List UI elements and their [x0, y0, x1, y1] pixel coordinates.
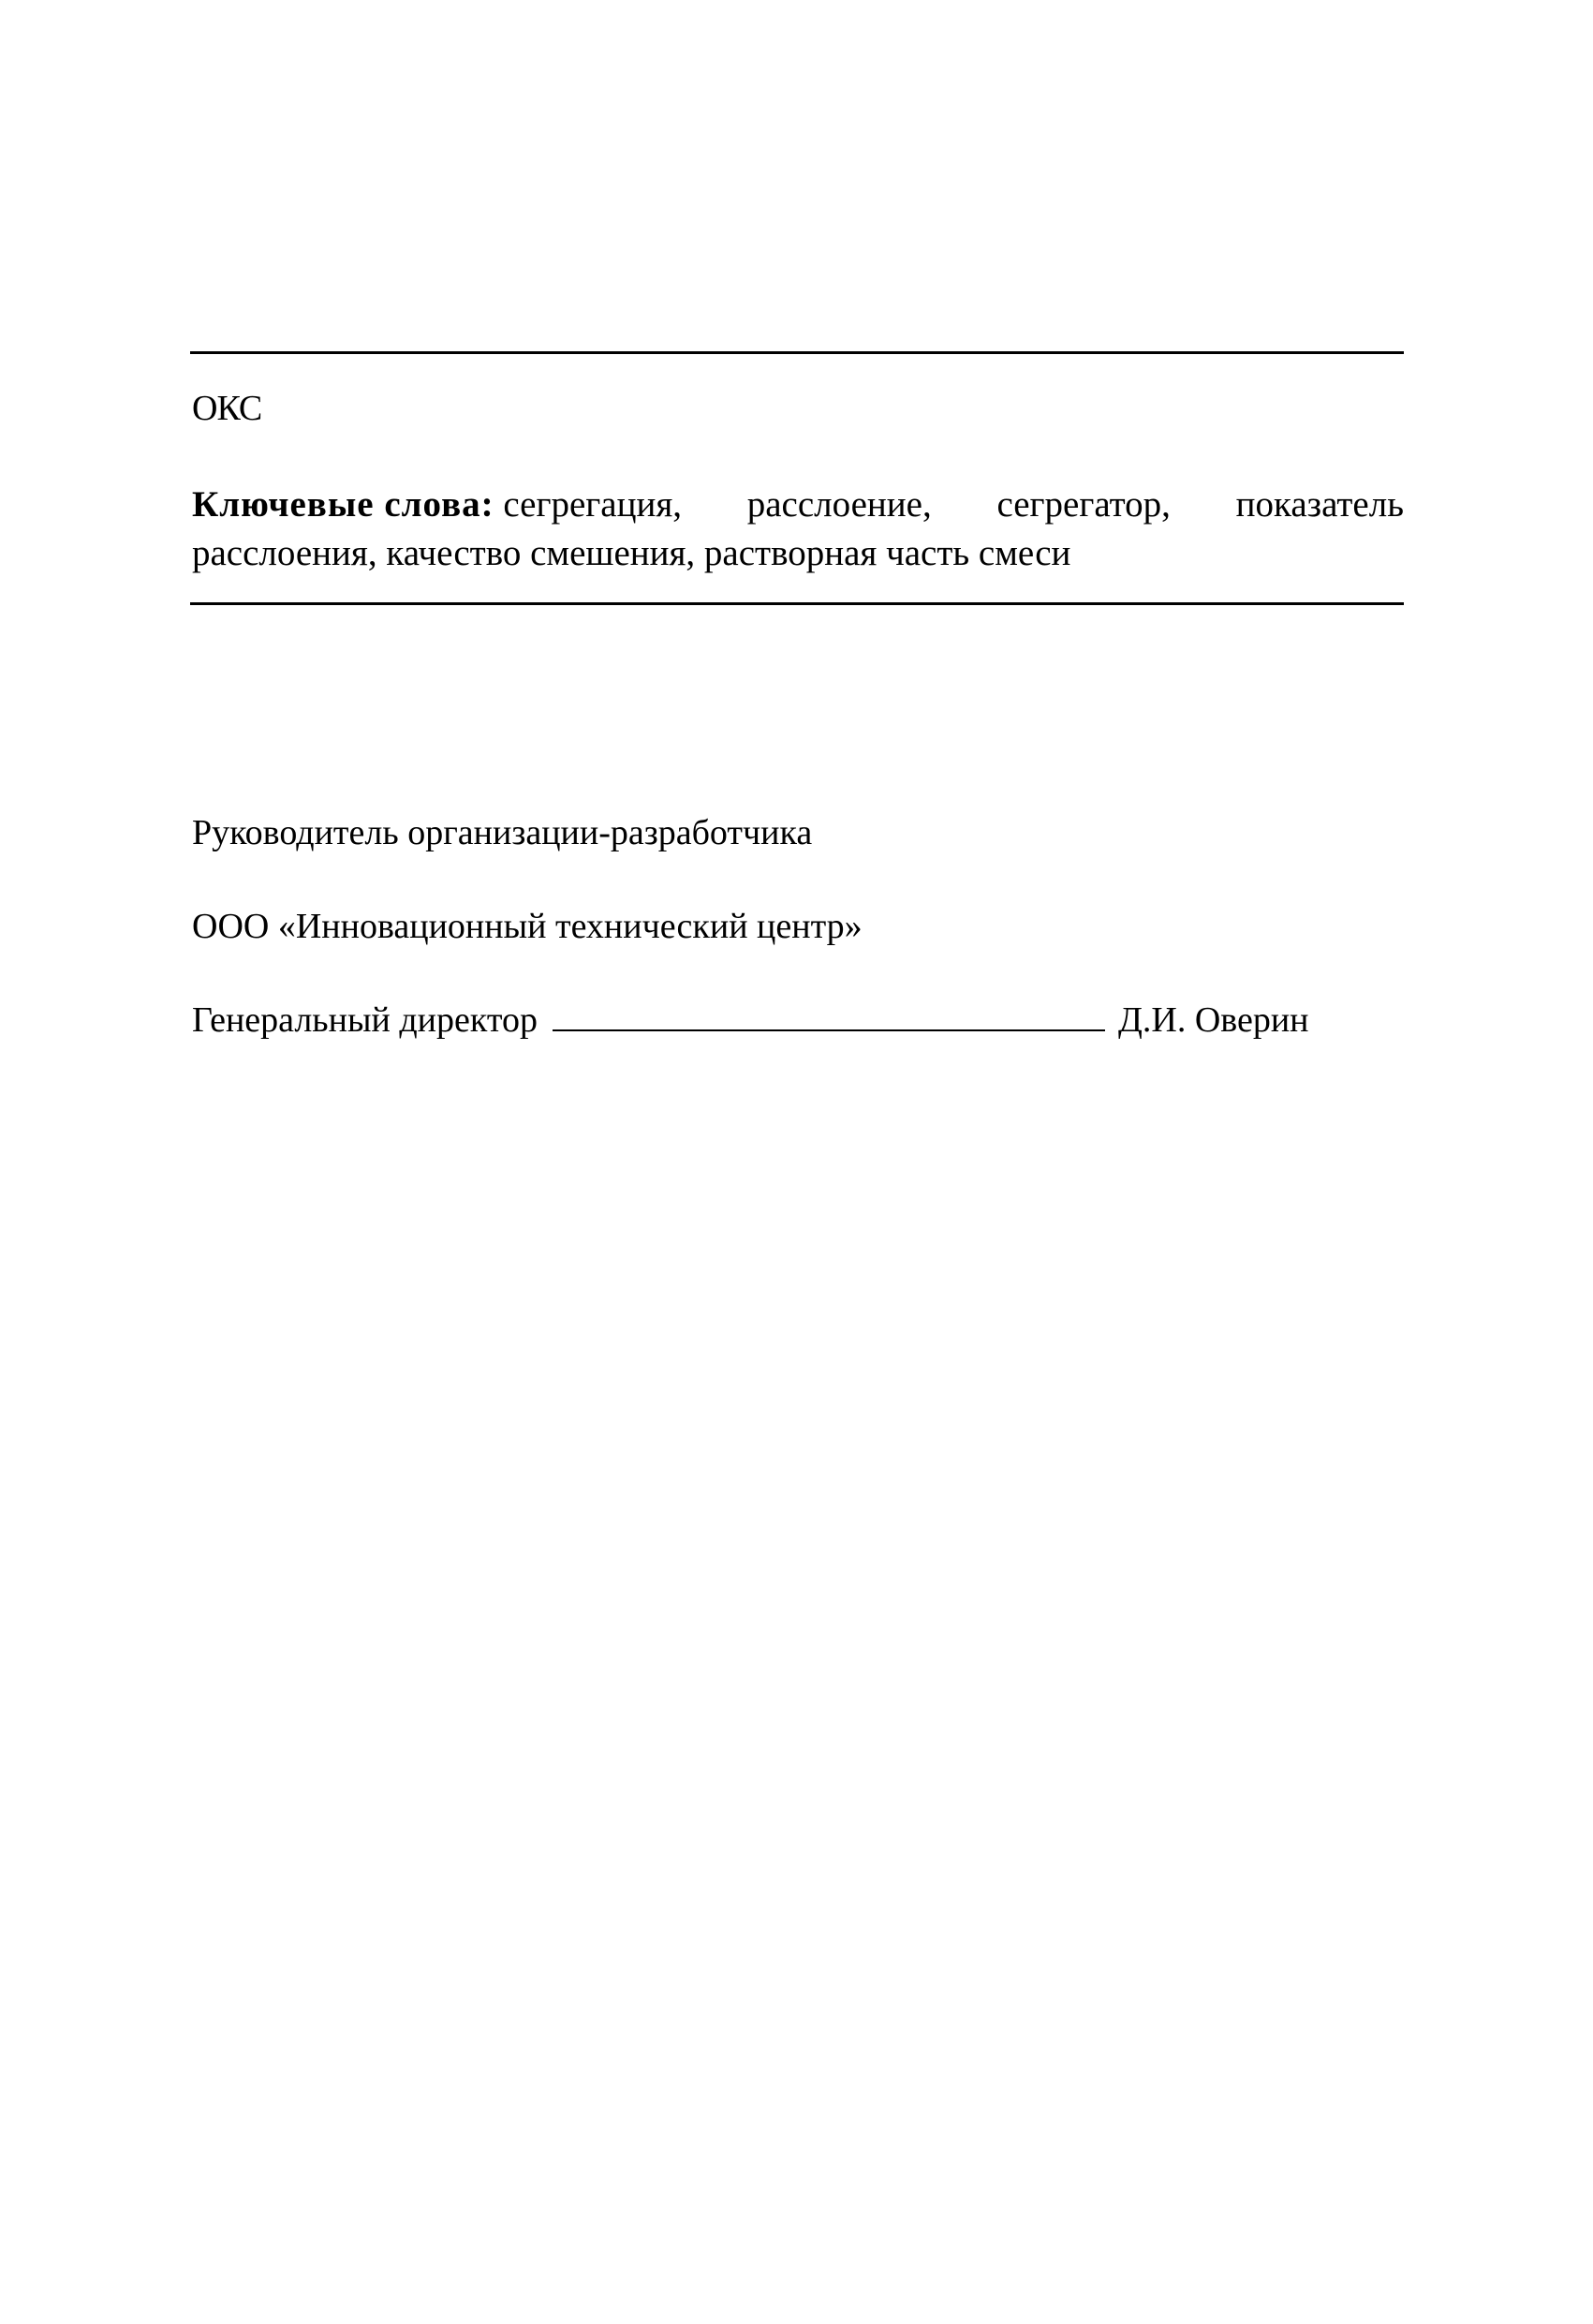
keywords-line-1	[192, 481, 1404, 529]
director-name: Д.И. Оверин	[1117, 1000, 1309, 1040]
signature-blank	[553, 998, 1105, 1031]
bottom-horizontal-rule	[190, 602, 1404, 605]
keywords-paragraph	[192, 481, 1404, 578]
keywords-label-and-first-term	[192, 481, 682, 529]
signature-line	[192, 998, 1363, 1043]
keyword-term: сегрегация,	[503, 484, 683, 525]
keyword-term: расслоение,	[746, 484, 932, 525]
keywords-line-2: расслоения, качество смешения, растворная часть смеси	[192, 533, 1071, 573]
keyword-term: показатель	[1235, 484, 1404, 525]
developer-head-heading: Руководитель организации-разработчика	[192, 813, 813, 852]
organization-name: ООО «Инновационный технический центр»	[192, 907, 863, 946]
top-horizontal-rule	[190, 351, 1404, 354]
keywords-label: Ключевые слова:	[192, 484, 494, 525]
director-title: Генеральный директор	[192, 1000, 538, 1040]
oks-label: ОКС	[192, 389, 262, 428]
keyword-term: сегрегатор,	[996, 484, 1171, 525]
